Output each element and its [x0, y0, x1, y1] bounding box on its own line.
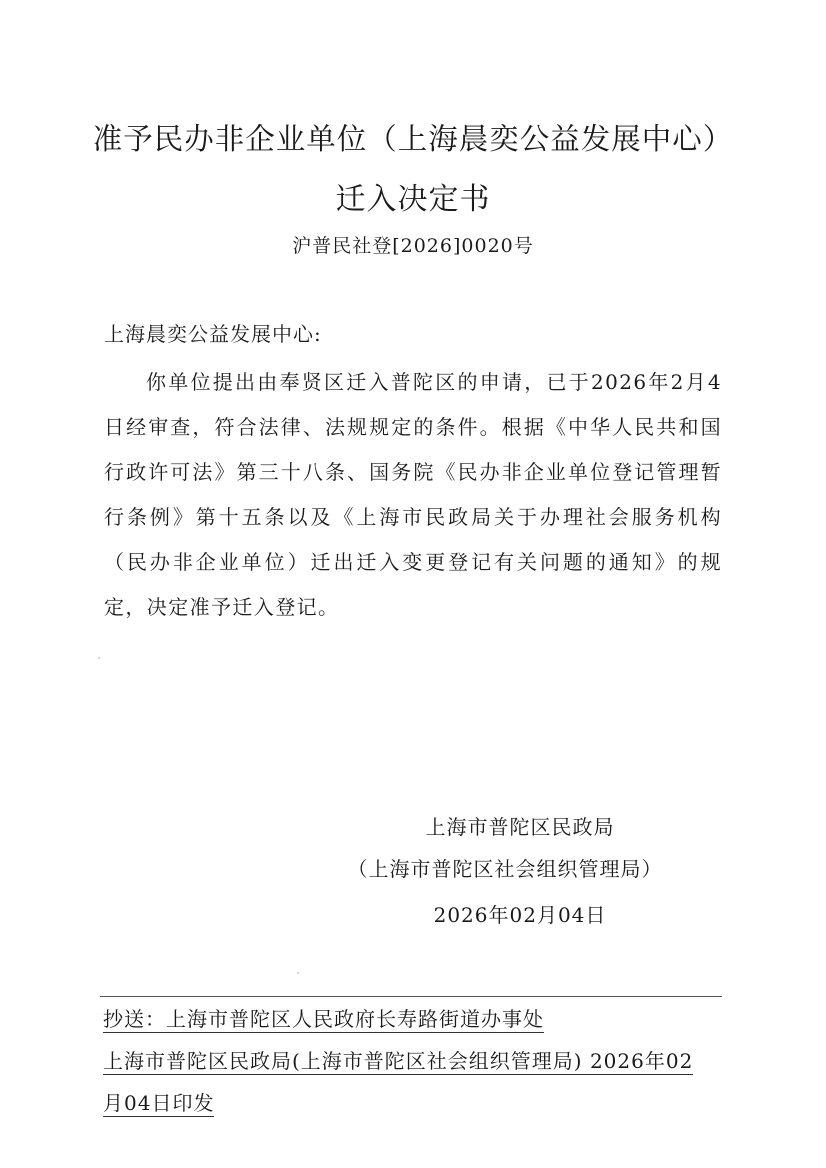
scan-speck	[297, 972, 299, 974]
issue-line-2: 月04日印发	[103, 1091, 215, 1115]
cc-line: 抄送：上海市普陀区人民政府长寿路街道办事处	[103, 1007, 544, 1031]
body-paragraph: 你单位提出由奉贤区迁入普陀区的申请，已于2026年2月4日经审查，符合法律、法规规定的条件。根据《中华人民共和国行政许可法》第三十八条、国务院《民办非企业单位登记管理暂行条例》第十五条以及《上海市民政局关于办理社会服务机构（民办非企业单位）迁出迁入变更登记有关问题的通知》的规定，决定准予迁入登记。	[104, 370, 722, 619]
issue-line-1: 上海市普陀区民政局(上海市普陀区社会组织管理局) 2026年02	[103, 1049, 694, 1073]
issuer-name: 上海市普陀区民政局	[425, 815, 615, 839]
document-title-line-2: 迁入决定书	[335, 182, 491, 217]
document-number: 沪普民社登[2026]0020号	[292, 235, 534, 257]
footer-divider	[100, 996, 722, 997]
scan-speck	[98, 657, 100, 659]
issue-date: 2026年02月04日	[433, 903, 607, 927]
salutation: 上海晨奕公益发展中心:	[104, 322, 322, 346]
document-title-line-1: 准予民办非企业单位（上海晨奕公益发展中心）	[92, 122, 734, 156]
issuer-alias: （上海市普陀区社会组织管理局）	[347, 857, 663, 881]
